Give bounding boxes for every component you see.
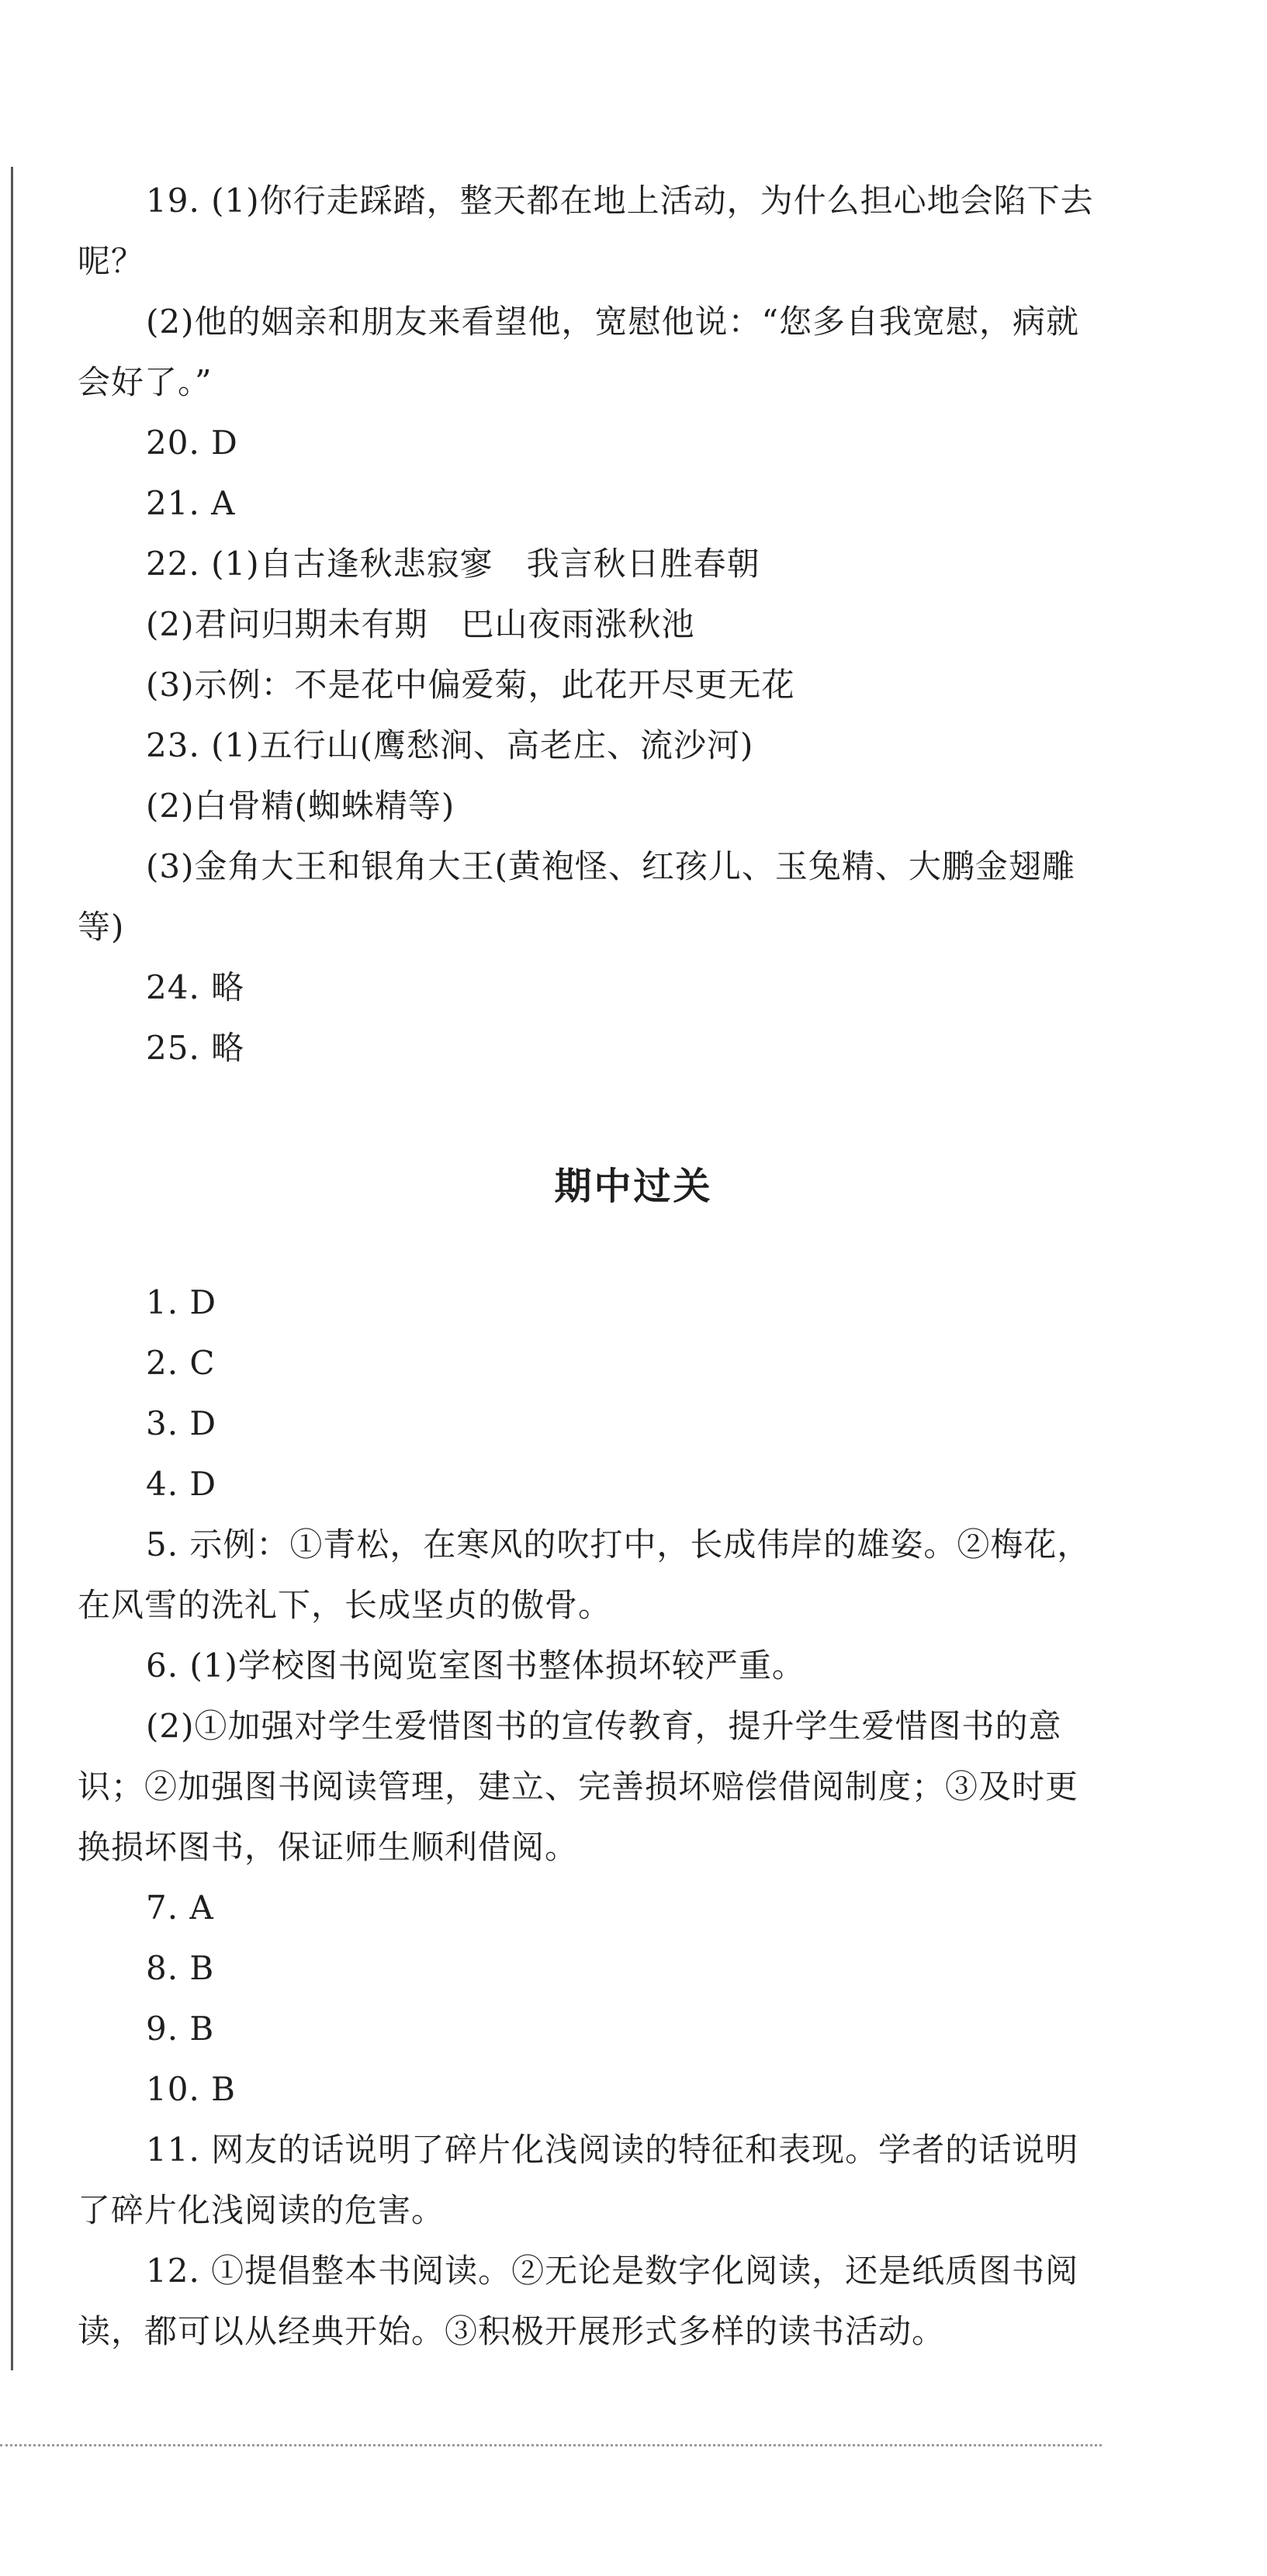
answer-22-2: (2)君问归期未有期 巴山夜雨涨秋池 bbox=[146, 605, 695, 643]
answer-9: 9. B bbox=[146, 2010, 215, 2048]
answer-23-2: (2)白骨精(蜘蛛精等) bbox=[146, 787, 455, 825]
answers-section-continued bbox=[78, 171, 1109, 1079]
answer-7: 7. A bbox=[146, 1889, 214, 1927]
answer-8: 8. B bbox=[146, 1949, 215, 1987]
answer-19-1: 19. (1)你行走踩踏，整天都在地上活动，为什么担心地会陷下去呢？ bbox=[78, 182, 1094, 280]
answer-2: 2. C bbox=[146, 1344, 216, 1382]
answer-22-3: (3)示例：不是花中偏爱菊，此花开尽更无花 bbox=[146, 666, 795, 704]
answer-23-3: (3)金角大王和银角大王(黄袍怪、红孩儿、玉兔精、大鹏金翅雕等) bbox=[78, 847, 1075, 946]
bottom-dotted-divider bbox=[0, 2444, 1102, 2446]
answer-4: 4. D bbox=[146, 1465, 217, 1503]
answer-22-1: 22. (1)自古逢秋悲寂寥 我言秋日胜春朝 bbox=[146, 545, 760, 583]
answer-6-2: (2)①加强对学生爱惜图书的宣传教育，提升学生爱惜图书的意识；②加强图书阅读管理，建立、完善损坏赔偿借阅制度；③及时更换损坏图书，保证师生顺利借阅。 bbox=[78, 1707, 1079, 1866]
answer-20: 20. D bbox=[146, 424, 238, 462]
answer-3: 3. D bbox=[146, 1404, 217, 1442]
answer-25: 25. 略 bbox=[146, 1029, 245, 1067]
answer-6-1: 6. (1)学校图书阅览室图书整体损坏较严重。 bbox=[146, 1646, 805, 1684]
answer-19-2: (2)他的姻亲和朋友来看望他，宽慰他说：“您多自我宽慰，病就会好了。” bbox=[78, 303, 1079, 401]
answer-5: 5. 示例：①青松，在寒风的吹打中，长成伟岸的雄姿。②梅花，在风雪的洗礼下，长成坚贞的傲骨。 bbox=[78, 1525, 1091, 1624]
answers-section-midterm bbox=[78, 1272, 1109, 2362]
section-title: 期中过关 bbox=[554, 1165, 713, 1208]
answer-11: 11. 网友的话说明了碎片化浅阅读的特征和表现。学者的话说明了碎片化浅阅读的危害。 bbox=[78, 2131, 1079, 2229]
answer-24: 24. 略 bbox=[146, 968, 245, 1006]
left-margin-rule bbox=[11, 167, 13, 2370]
answer-10: 10. B bbox=[146, 2070, 237, 2108]
answer-12: 12. ①提倡整本书阅读。②无论是数字化阅读，还是纸质图书阅读，都可以从经典开始。③积极开展形式多样的读书活动。 bbox=[78, 2252, 1079, 2350]
answer-23-1: 23. (1)五行山(鹰愁涧、高老庄、流沙河) bbox=[146, 726, 754, 764]
answer-21: 21. A bbox=[146, 484, 236, 522]
answer-1: 1. D bbox=[146, 1283, 217, 1321]
